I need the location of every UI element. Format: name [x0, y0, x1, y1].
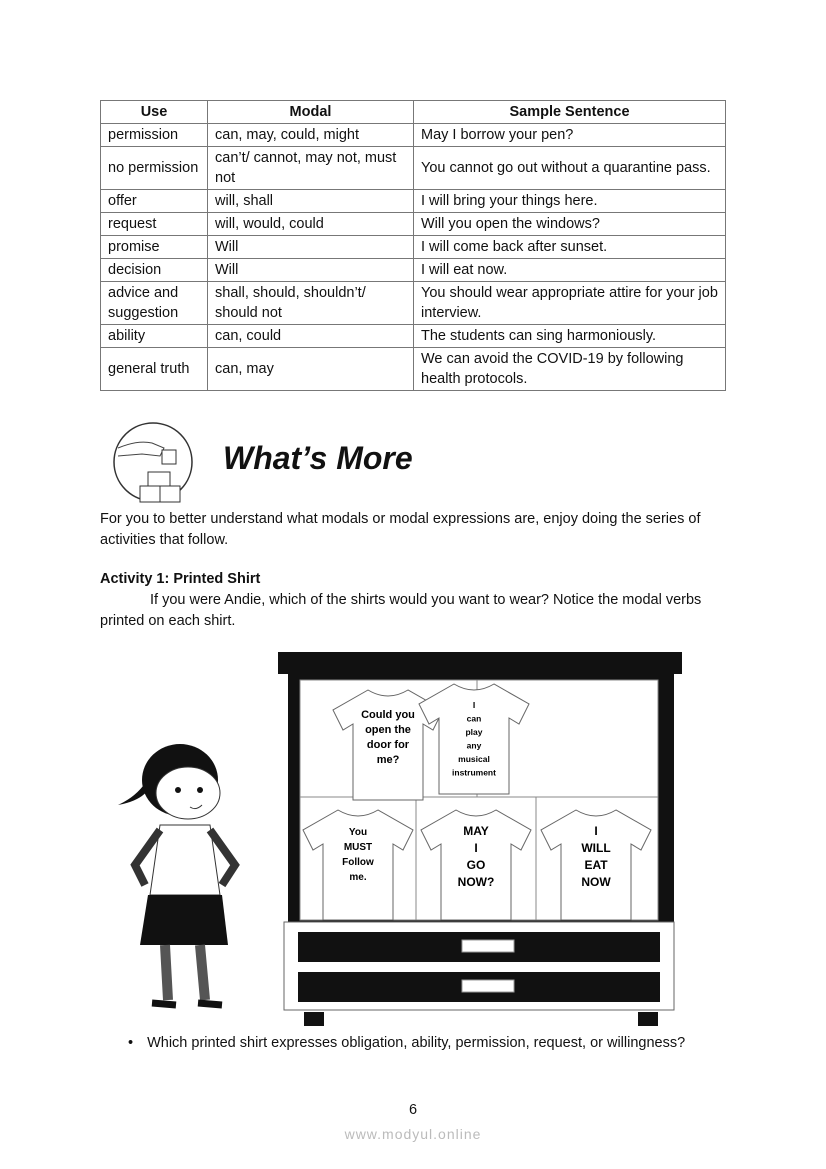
table-cell: ability [101, 325, 208, 348]
table-cell: offer [101, 190, 208, 213]
table-row [101, 124, 726, 147]
shirt-text: play [465, 727, 483, 737]
shirt-text: Could you [361, 709, 415, 721]
table-cell: decision [101, 259, 208, 282]
table-cell: can, could [208, 325, 414, 348]
shirt-text: You [348, 827, 368, 838]
table-cell: request [101, 213, 208, 236]
shirt-text: I [474, 841, 478, 855]
table-cell: general truth [101, 348, 208, 391]
page-number: 6 [408, 1102, 418, 1118]
table-cell: advice and suggestion [101, 282, 208, 325]
section-intro: For you to better understand what modals or modal expressions are, enjoy doing the series of activities that follow. [100, 511, 701, 548]
table-row [101, 282, 726, 325]
table-cell: permission [101, 124, 208, 147]
shirt-text: door for [366, 739, 410, 751]
shirt-text: Follow [342, 857, 374, 868]
table-cell: shall, should, shouldn’t/ should not [208, 282, 414, 325]
shirt-text: me? [376, 754, 400, 766]
table-cell: You should wear appropriate attire for your job interview. [414, 282, 726, 325]
table-cell: We can avoid the COVID-19 by following health protocols. [414, 348, 726, 391]
table-cell: Will you open the windows? [414, 213, 726, 236]
table-row [101, 259, 726, 282]
table-cell: May I borrow your pen? [414, 124, 726, 147]
table-cell: can, may, could, might [208, 124, 414, 147]
column-header: Modal [208, 101, 414, 124]
section-title: What’s More [223, 440, 413, 476]
whats-more-icon [112, 418, 194, 508]
table-row [101, 147, 726, 190]
shirt-text: I [472, 700, 476, 710]
watermark: www.modyul.online [344, 1126, 482, 1142]
column-header: Use [101, 101, 208, 124]
shirt-text: MUST [343, 842, 373, 853]
table-cell: I will come back after sunset. [414, 236, 726, 259]
table-cell: You cannot go out without a quarantine pass. [414, 147, 726, 190]
table-row [101, 190, 726, 213]
girl-illustration [110, 735, 280, 1015]
shirt-text: any [466, 740, 482, 751]
table-cell: Will [208, 236, 414, 259]
table-cell: I will bring your things here. [414, 190, 726, 213]
shirt-text: can [466, 713, 482, 724]
table-cell: can, may [208, 348, 414, 391]
shirt-text: I [594, 824, 598, 838]
table-cell: promise [101, 236, 208, 259]
question-text: Which printed shirt expresses obligation, ability, permission, request, or willingness? [147, 1035, 686, 1051]
table-cell: can’t/ cannot, may not, must not [208, 147, 414, 190]
shirt-text: instrument [452, 767, 496, 778]
table-cell: will, would, could [208, 213, 414, 236]
shirt-text: WILL [581, 841, 611, 855]
table-row [101, 325, 726, 348]
shirt-text: open the [365, 724, 411, 736]
shirt-text: NOW? [457, 875, 495, 889]
table-cell: The students can sing harmoniously. [414, 325, 726, 348]
table-row [101, 213, 726, 236]
shirt-text: me. [349, 872, 367, 883]
wardrobe-illustration [276, 650, 686, 1030]
table-cell: will, shall [208, 190, 414, 213]
column-header: Sample Sentence [414, 101, 726, 124]
question-bullet: • Which printed shirt expresses obligation, ability, permission, request, or willingness? [128, 1035, 686, 1051]
activity-title: Activity 1: Printed Shirt [100, 571, 261, 587]
table-cell: no permission [101, 147, 208, 190]
shirt-text: GO [466, 858, 486, 872]
modals-table [100, 100, 726, 391]
activity-instructions: If you were Andie, which of the shirts would you want to wear? Notice the modal verbs printed on each shirt. [100, 592, 702, 629]
shirt-text: MAY [463, 824, 489, 838]
shirt-text: musical [458, 754, 490, 764]
shirt-text: NOW [581, 875, 611, 889]
table-cell: Will [208, 259, 414, 282]
table-cell: I will eat now. [414, 259, 726, 282]
table-row [101, 236, 726, 259]
shirt-text: EAT [584, 858, 608, 872]
table-row [101, 348, 726, 391]
